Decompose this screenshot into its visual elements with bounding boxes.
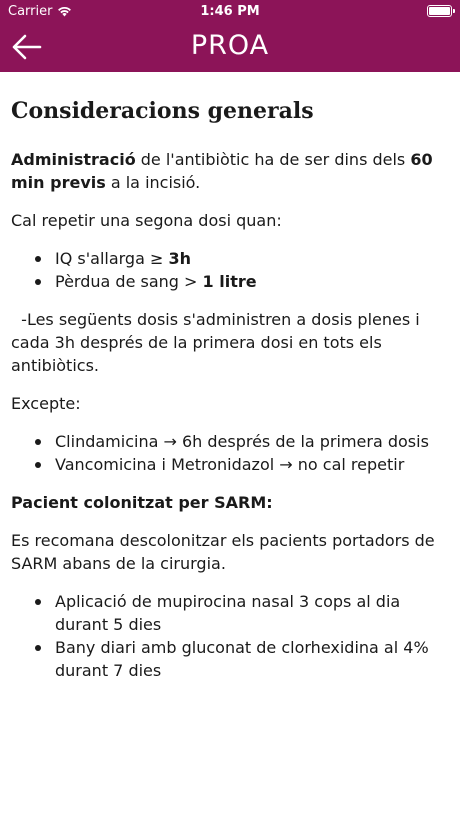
list-item: Aplicació de mupirocina nasal 3 cops al dia durant 5 dies: [11, 590, 451, 636]
decolonization-list: [11, 590, 451, 682]
list-item: [11, 247, 451, 270]
carrier-label: Carrier: [8, 4, 53, 19]
app-header: [0, 0, 460, 72]
emphasis-timing: 60 min previs: [11, 150, 433, 192]
list-item: Bany diari amb gluconat de clorhexidina al 4% durant 7 dies: [11, 636, 451, 682]
following-doses-paragraph: -Les següents dosis s'administren a dosis plenes i cada 3h després de la primera dosi en tots els antibiòtics.: [11, 310, 425, 375]
paragraph-text: de l'antibiòtic ha de ser dins dels: [135, 150, 411, 169]
list-item: Vancomicina i Metronidazol → no cal repetir: [11, 453, 451, 476]
except-paragraph: Excepte:: [11, 394, 81, 413]
status-time: 1:46 PM: [200, 4, 260, 19]
list-item: [11, 270, 451, 293]
decolonization-paragraph: Es recomana descolonitzar els pacients portadors de SARM abans de la cirurgia.: [11, 531, 435, 573]
emphasis-administration: Administració: [11, 150, 136, 169]
sarm-subheading: Pacient colonitzat per SARM:: [11, 493, 273, 512]
list-item-value: 3h: [168, 249, 191, 268]
administration-paragraph: [11, 148, 451, 194]
exceptions-list: [11, 430, 451, 476]
list-item: Clindamicina → 6h després de la primera dosis: [11, 430, 451, 453]
list-item-value: 1 litre: [202, 272, 257, 291]
nav-title: PROA: [190, 30, 270, 61]
battery-icon: [427, 5, 452, 17]
section-title: Consideracions generals: [11, 98, 314, 124]
repeat-conditions-list: [11, 247, 451, 293]
status-bar: [0, 0, 460, 24]
paragraph-text: a la incisió.: [105, 173, 201, 192]
list-item-text: IQ s'allarga ≥: [55, 249, 169, 268]
list-item-text: Pèrdua de sang >: [55, 272, 203, 291]
repeat-dose-paragraph: Cal repetir una segona dosi quan:: [11, 211, 282, 230]
content-area: [11, 96, 451, 697]
